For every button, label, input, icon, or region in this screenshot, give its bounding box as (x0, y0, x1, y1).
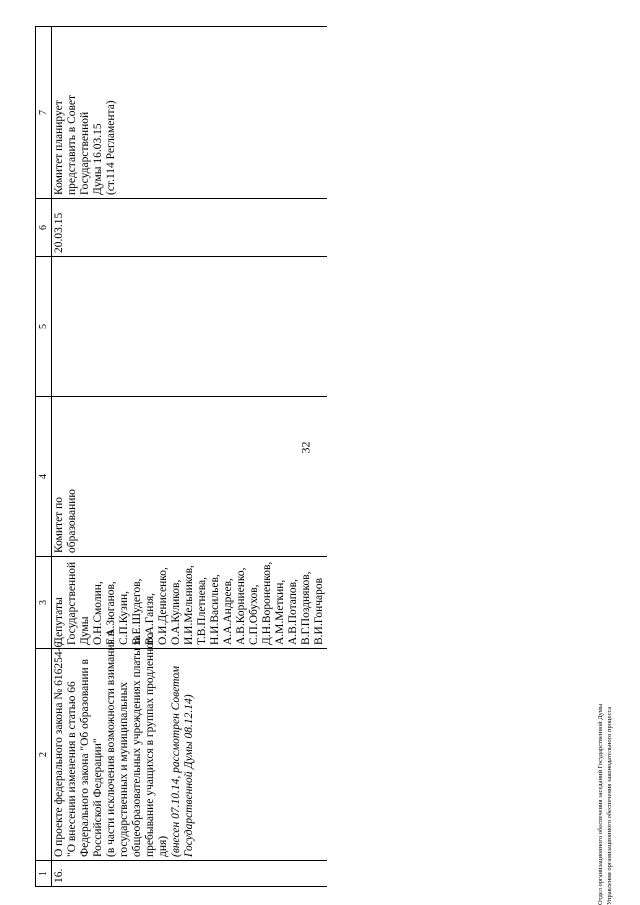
committee-line: Комитет по (53, 497, 65, 553)
header-col-4: 4 (36, 397, 52, 557)
col5-cell (52, 257, 328, 397)
bill-note-line: (внесен 07.10.14, рассмотрен Советом (170, 665, 182, 857)
author-line: О.А.Куликов, (170, 579, 182, 645)
author-line: О.И.Денисенко, (157, 567, 169, 645)
header-col-6: 6 (36, 199, 52, 257)
comment-line: Думы 16.03.15 (92, 123, 104, 195)
row-number: 16. (52, 861, 328, 887)
author-line: С.П.Кузин, (118, 590, 130, 645)
header-col-1: 1 (36, 861, 52, 887)
comment-line: Государственной (79, 111, 91, 195)
author-line: Д.Н.Вороненков, (261, 561, 273, 645)
author-line: А.В.Потапов, (287, 579, 299, 645)
footer (596, 605, 614, 905)
author-line: А.М.Меткин, (274, 579, 286, 645)
header-col-5: 5 (36, 257, 52, 397)
bill-note-line: Государственной Думы 08.12.14) (183, 694, 195, 857)
author-line: В.Е.Шудегов, (131, 578, 143, 645)
footer-line: Управления организационного обеспечения законодательного процесса (606, 706, 613, 905)
committee-cell (52, 397, 328, 557)
rotated-content (35, 27, 555, 887)
comment-cell (52, 27, 328, 199)
author-line: Думы (79, 616, 91, 645)
register-table (35, 26, 327, 887)
author-line: Депутаты (53, 597, 65, 645)
author-line: О.Н.Смолин, (92, 581, 104, 645)
author-line: И.И.Мельников, (183, 565, 195, 645)
author-line: В.И.Гончаров (313, 577, 325, 645)
bill-title-line: государственных и муниципальных (118, 681, 130, 857)
bill-title-line: Федерального закона "Об образовании в (79, 659, 91, 857)
author-line: Т.В.Плетнева, (196, 577, 208, 645)
table-row (52, 27, 328, 887)
author-line: С.П.Обухов, (248, 584, 260, 645)
authors-cell (52, 557, 328, 649)
page-number: 32 (298, 441, 313, 454)
header-col-7: 7 (36, 27, 52, 199)
table-header-row (36, 27, 52, 887)
author-line: В.А.Ганзя, (144, 592, 156, 645)
comment-line: Комитет планирует (53, 100, 65, 195)
footer-line: Отдел организационного обеспечения заседаний Государственной Думы (597, 703, 604, 905)
date-cell: 20.03.15 (52, 199, 328, 257)
author-line: А.А.Андреев, (222, 578, 234, 645)
author-line: Г.А.Зюганов, (105, 581, 117, 645)
bill-title-line: Российской Федерации" (92, 738, 104, 857)
author-line: В.Г.Поздняков, (300, 571, 312, 645)
header-col-3: 3 (36, 557, 52, 649)
committee-line: образованию (66, 489, 78, 553)
comment-line: представить в Совет (66, 94, 78, 195)
author-line: Н.И.Васильев, (209, 574, 221, 645)
bill-title-line: О проекте федерального закона № 616254-6 (53, 641, 65, 857)
header-col-2: 2 (36, 649, 52, 861)
bill-title-line: (в части исключения возможности взимания в (105, 630, 117, 857)
bill-title-line: общеобразовательных учреждениях платы за (131, 635, 143, 857)
author-line: А.В.Корниенко, (235, 567, 247, 645)
author-line: Государственной (66, 561, 78, 645)
bill-title-line: "О внесении изменения в статью 66 (66, 681, 78, 857)
bill-title-line: пребывание учащихся в группах продленного (144, 632, 156, 857)
comment-line: (ст.114 Регламента) (105, 100, 117, 195)
bill-title-line: дня) (157, 835, 169, 857)
bill-title-cell (52, 630, 328, 861)
